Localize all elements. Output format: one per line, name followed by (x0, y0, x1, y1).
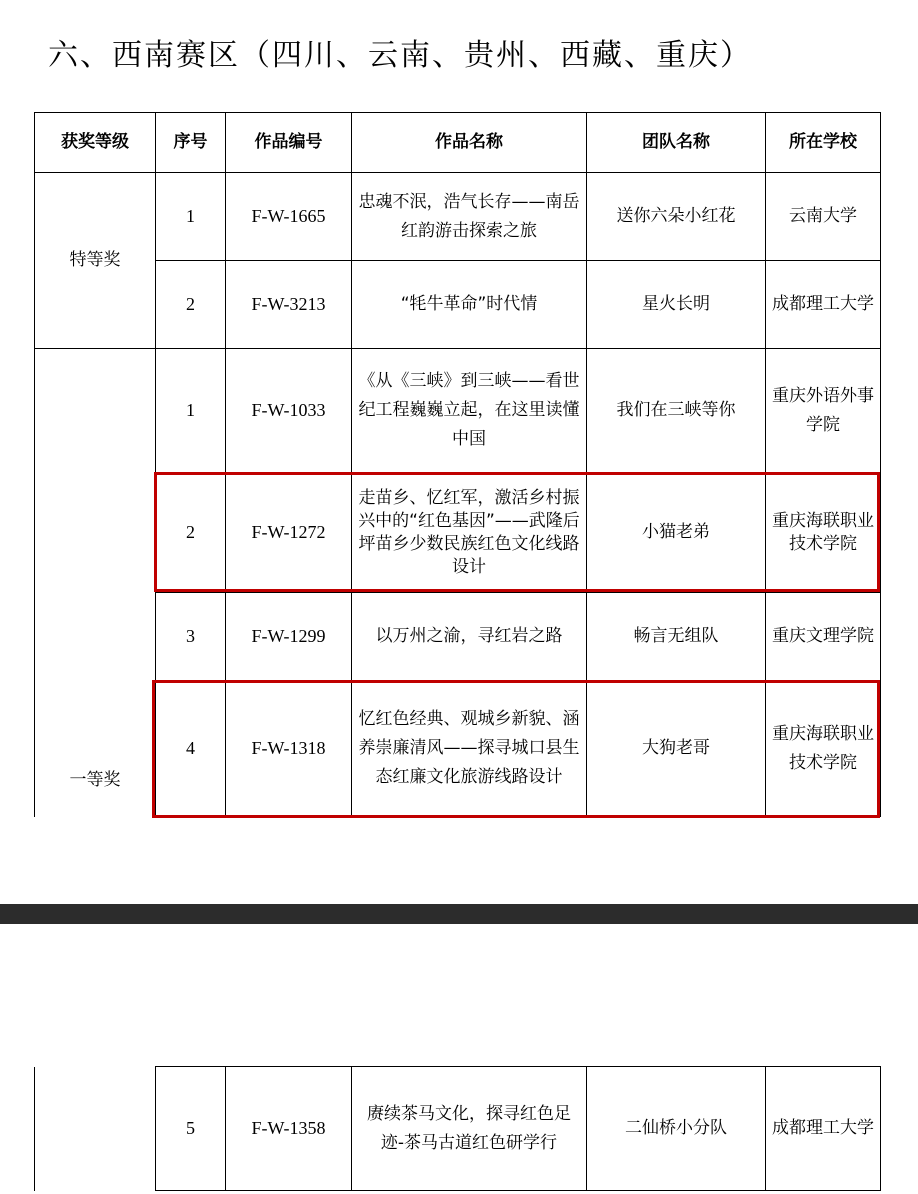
award-special: 特等奖 (35, 173, 156, 349)
cell-name: 《从《三峡》到三峡——看世纪工程巍巍立起，在这里读懂中国 (352, 349, 587, 473)
cell-code: F-W-1318 (226, 681, 352, 817)
header-row (35, 113, 881, 173)
cell-code: F-W-1665 (226, 173, 352, 261)
cell-code: F-W-1358 (226, 1067, 352, 1191)
cell-seq: 3 (156, 593, 226, 681)
award-continued-cell (35, 1067, 156, 1191)
cell-name: 走苗乡、忆红军，激活乡村振兴中的“红色基因”——武隆后坪苗乡少数民族红色文化线路设计 (352, 473, 587, 593)
cell-school: 重庆海联职业技术学院 (766, 681, 881, 817)
cell-team: 小猫老弟 (587, 473, 766, 593)
cell-code: F-W-1033 (226, 349, 352, 473)
table-row (35, 349, 881, 473)
table-row (35, 1067, 881, 1191)
cell-code: F-W-3213 (226, 261, 352, 349)
cell-seq: 1 (156, 349, 226, 473)
header-code: 作品编号 (226, 113, 352, 173)
cell-seq: 5 (156, 1067, 226, 1191)
cell-code: F-W-1299 (226, 593, 352, 681)
awards-table (34, 112, 881, 817)
cell-school: 重庆文理学院 (766, 593, 881, 681)
cell-school: 云南大学 (766, 173, 881, 261)
cell-seq: 2 (156, 473, 226, 593)
cell-school: 重庆海联职业技术学院 (766, 473, 881, 593)
header-award: 获奖等级 (35, 113, 156, 173)
cell-team: 我们在三峡等你 (587, 349, 766, 473)
awards-table-continued (34, 1066, 881, 1191)
header-seq: 序号 (156, 113, 226, 173)
cell-school: 成都理工大学 (766, 1067, 881, 1191)
cell-name: 忆红色经典、观城乡新貌、涵养崇廉清风——探寻城口县生态红廉文化旅游线路设计 (352, 681, 587, 817)
table-row (35, 173, 881, 261)
page-title: 六、西南赛区（四川、云南、贵州、西藏、重庆） (48, 38, 752, 73)
cell-seq: 1 (156, 173, 226, 261)
table-row (35, 473, 881, 593)
cell-team: 送你六朵小红花 (587, 173, 766, 261)
cell-name: 忠魂不泯，浩气长存——南岳红韵游击探索之旅 (352, 173, 587, 261)
cell-name: 赓续茶马文化，探寻红色足迹-茶马古道红色研学行 (352, 1067, 587, 1191)
cell-school: 成都理工大学 (766, 261, 881, 349)
cell-team: 星火长明 (587, 261, 766, 349)
cell-seq: 4 (156, 681, 226, 817)
table-row (35, 261, 881, 349)
cell-team: 二仙桥小分队 (587, 1067, 766, 1191)
award-first: 一等奖 (35, 349, 156, 817)
header-name: 作品名称 (352, 113, 587, 173)
header-school: 所在学校 (766, 113, 881, 173)
table-row (35, 593, 881, 681)
cell-team: 畅言无组队 (587, 593, 766, 681)
page-divider (0, 904, 918, 924)
cell-code: F-W-1272 (226, 473, 352, 593)
table-row (35, 681, 881, 817)
header-team: 团队名称 (587, 113, 766, 173)
cell-team: 大狗老哥 (587, 681, 766, 817)
cell-seq: 2 (156, 261, 226, 349)
cell-school: 重庆外语外事学院 (766, 349, 881, 473)
cell-name: 以万州之渝，寻红岩之路 (352, 593, 587, 681)
cell-name: “牦牛革命”时代情 (352, 261, 587, 349)
